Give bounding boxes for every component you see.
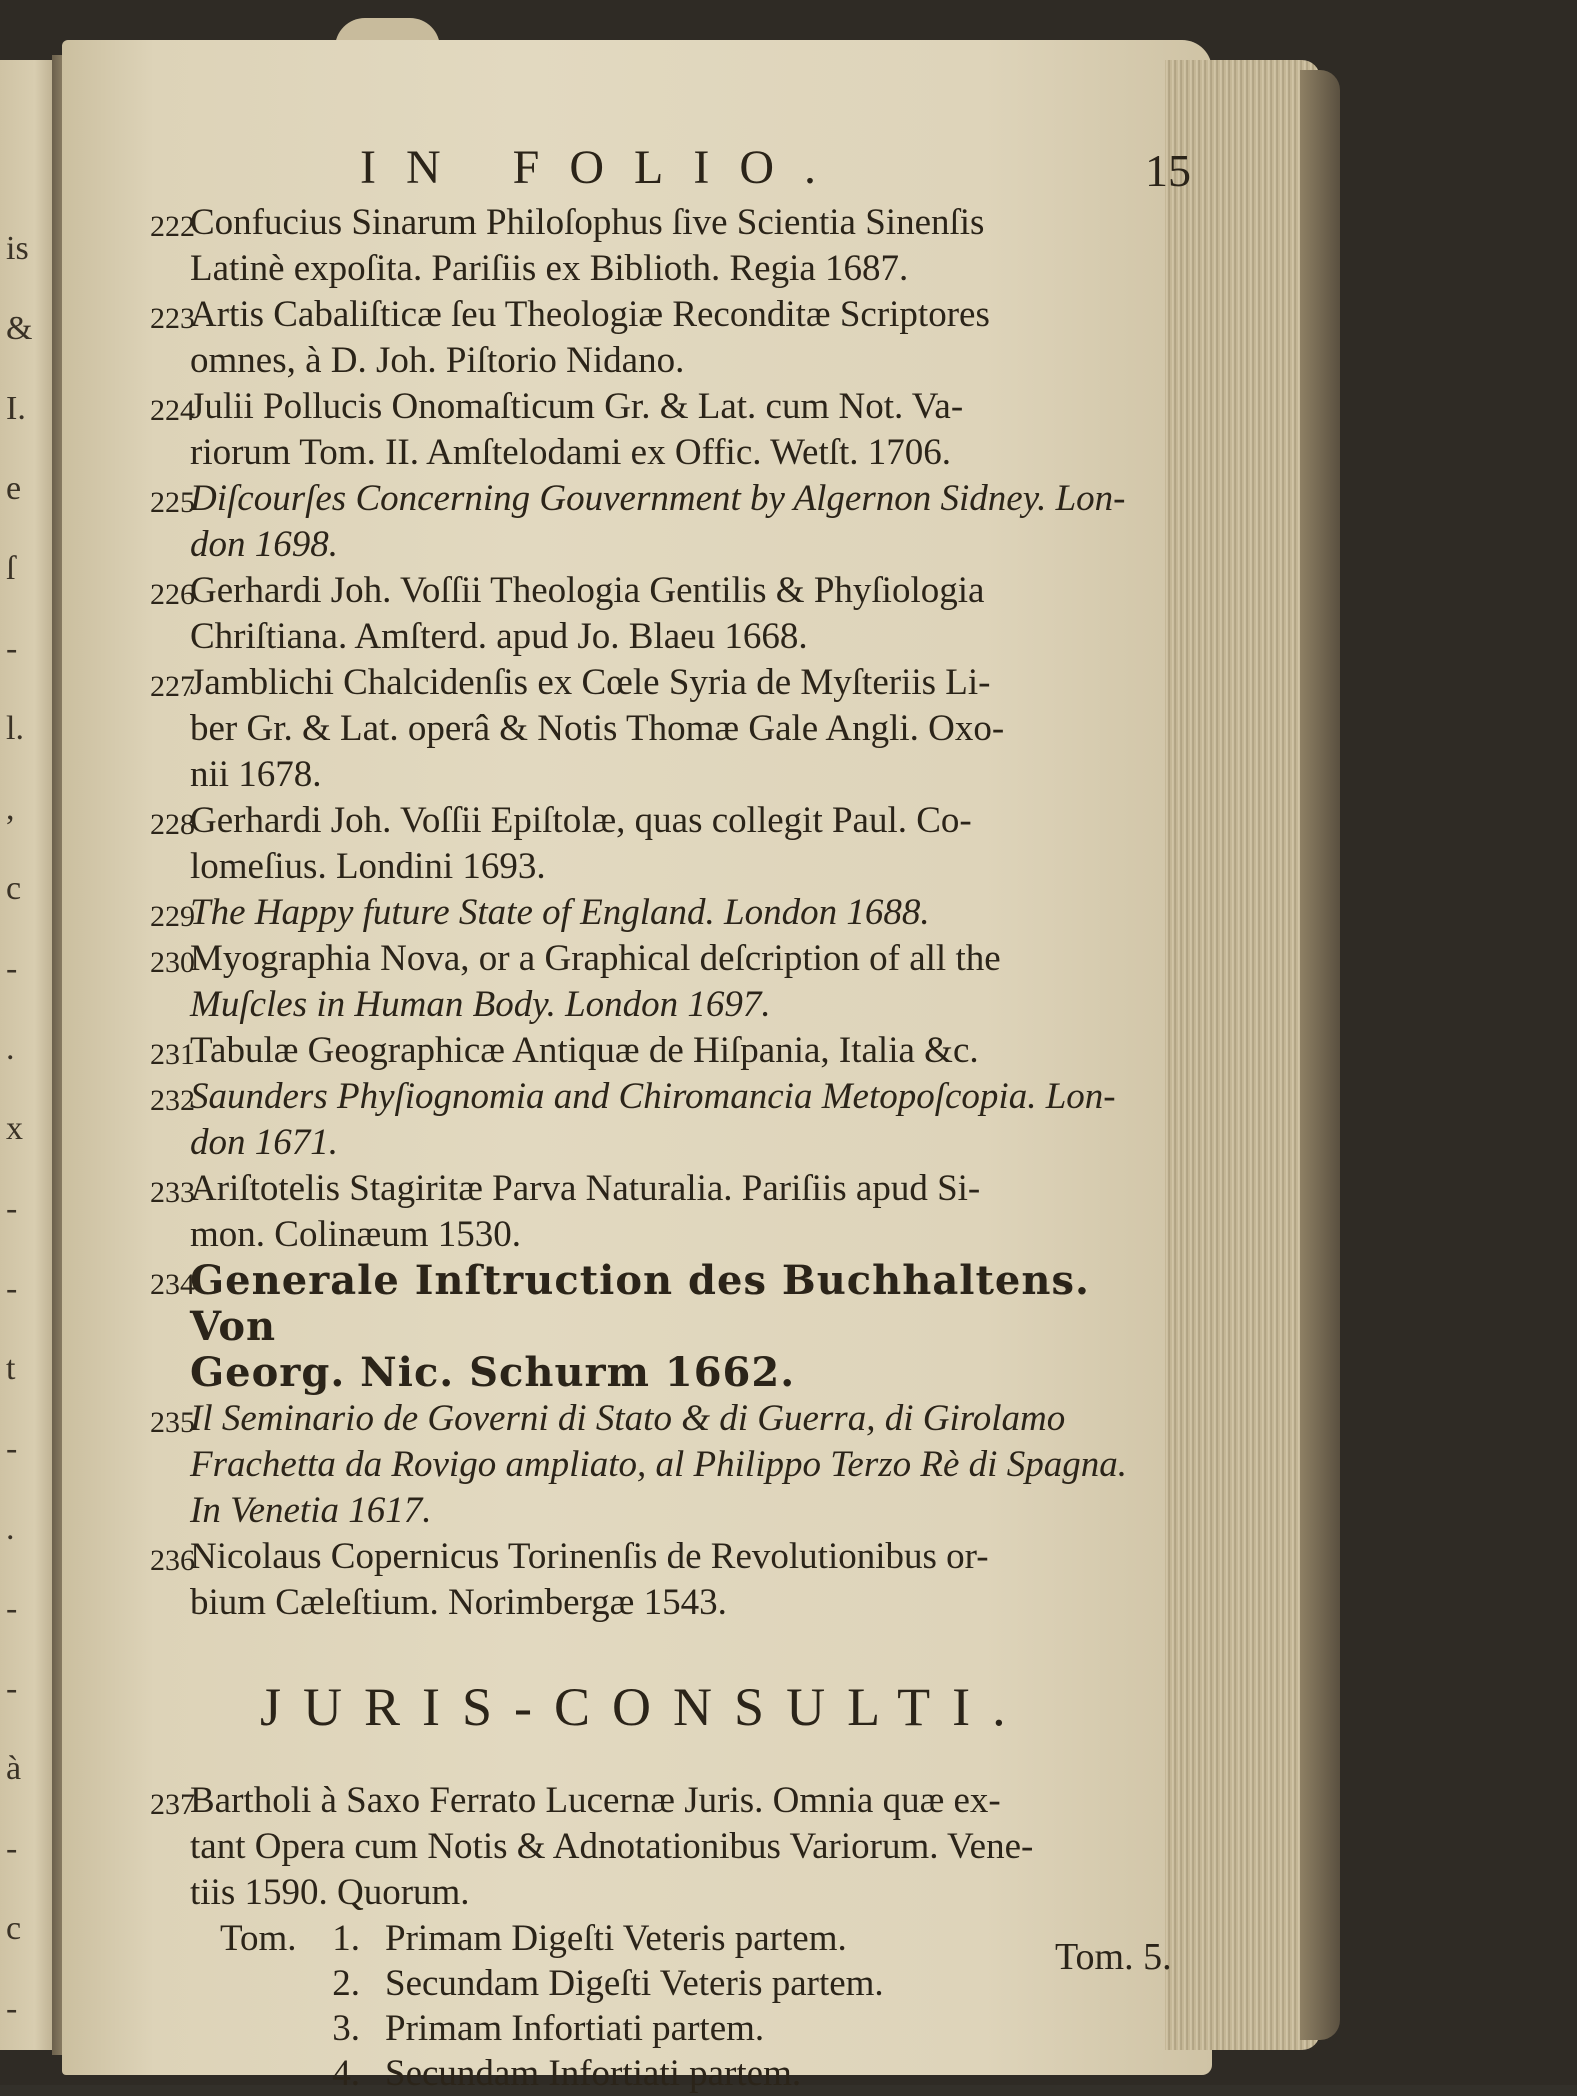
facing-page-fragment: - — [6, 1990, 18, 2027]
tome-number: 3. — [332, 2008, 360, 2049]
entry-line: don 1671. — [190, 1122, 338, 1163]
catalogue-entry — [150, 890, 1190, 936]
catalogue-entry — [150, 384, 1190, 476]
entry-number: 233 — [150, 1176, 195, 1209]
entry-line: Nicolaus Copernicus Torinenſis de Revolutionibus or- — [190, 1536, 989, 1577]
entry-number: 236 — [150, 1544, 195, 1577]
catalogue-entry — [150, 476, 1190, 568]
facing-page-fragment: - — [6, 1190, 18, 1227]
facing-page-fragment: x — [6, 1110, 23, 1147]
facing-page-fragment: I. — [6, 390, 26, 427]
tome-list — [150, 1916, 1190, 2096]
catalogue-entry — [150, 1534, 1190, 1626]
entry-number: 226 — [150, 578, 195, 611]
entry-line: Artis Cabaliſticæ ſeu Theologiæ Reconditæ Scriptores — [190, 294, 990, 335]
catalogue-entry — [150, 1778, 1190, 1916]
entry-number: 222 — [150, 210, 195, 243]
entry-number: 227 — [150, 670, 195, 703]
facing-page-fragment: à — [6, 1750, 22, 1787]
facing-page-fragment: c — [6, 870, 22, 907]
tome-text: Primam Digeſti Veteris partem. — [385, 1918, 847, 1959]
entry-number: 231 — [150, 1038, 195, 1071]
tome-item — [150, 2051, 1190, 2096]
entry-line: Gerhardi Joh. Voſſii Epiſtolæ, quas collegit Paul. Co- — [190, 800, 972, 841]
facing-page-fragment: t — [6, 1350, 16, 1387]
entry-line: omnes, à D. Joh. Piſtorio Nidano. — [190, 340, 685, 381]
catalogue-entry — [150, 568, 1190, 660]
entry-line: Il Seminario de Governi di Stato & di Guerra, di Girolamo — [190, 1398, 1066, 1439]
facing-page-fragment: . — [6, 1030, 15, 1067]
catalogue-entries — [150, 200, 1190, 1626]
entry-number: 223 — [150, 302, 195, 335]
tome-text: Secundam Digeſti Veteris partem. — [385, 1963, 884, 2004]
entry-number: 232 — [150, 1084, 195, 1117]
entry-number: 229 — [150, 900, 195, 933]
entry-line: Generale Inſtruction des Buchhaltens. Von — [190, 1257, 1090, 1350]
facing-page-fragment: l. — [6, 710, 24, 747]
entry-line: Julii Pollucis Onomaſticum Gr. & Lat. cum Not. Va- — [190, 386, 964, 427]
facing-page-fragment: & — [6, 310, 33, 347]
entry-line: bium Cæleſtium. Norimbergæ 1543. — [190, 1582, 727, 1623]
facing-page-fragment: e — [6, 470, 22, 507]
catalogue-entry — [150, 1258, 1190, 1396]
catalogue-entry — [150, 660, 1190, 798]
entry-line: Georg. Nic. Schurm 1662. — [190, 1349, 796, 1396]
catalogue-entry — [150, 1166, 1190, 1258]
tome-number: 1. — [332, 1918, 360, 1959]
catalogue-entry — [150, 936, 1190, 1028]
entry-line: Gerhardi Joh. Voſſii Theologia Gentilis & Phyſiologia — [190, 570, 985, 611]
entry-line: Frachetta da Rovigo ampliato, al Philippo Terzo Rè di Spagna. — [190, 1444, 1127, 1485]
entry-line: lomeſius. Londini 1693. — [190, 846, 546, 887]
catalogue-entry — [150, 798, 1190, 890]
page-number: 15 — [1145, 145, 1191, 196]
facing-page-fragment: , — [6, 790, 15, 827]
facing-page-fragment: ſ — [6, 550, 16, 587]
entry-line: riorum Tom. II. Amſtelodami ex Offic. Wetſt. 1706. — [190, 432, 952, 473]
facing-page-fragments — [0, 60, 58, 2050]
entry-line: The Happy future State of England. London 1688. — [190, 892, 930, 933]
entry-line: don 1698. — [190, 524, 338, 565]
entry-number: 230 — [150, 946, 195, 979]
facing-page-fragment: - — [6, 1430, 18, 1467]
entry-line: Saunders Phyſiognomia and Chiromancia Metopoſcopia. Lon- — [190, 1076, 1116, 1117]
facing-page-fragment: is — [6, 230, 29, 267]
entry-line: Latinè expoſita. Pariſiis ex Biblioth. Regia 1687. — [190, 248, 909, 289]
tome-item — [150, 1961, 1190, 2006]
facing-page-fragment: - — [6, 950, 18, 987]
tome-number: 4. — [332, 2053, 360, 2094]
entry-line: Jamblichi Chalcidenſis ex Cœle Syria de Myſteriis Li- — [190, 662, 991, 703]
entry-line: Chriſtiana. Amſterd. apud Jo. Blaeu 1668. — [190, 616, 808, 657]
entry-line: nii 1678. — [190, 754, 322, 795]
catalogue-entry — [150, 292, 1190, 384]
catalogue-entry — [150, 1074, 1190, 1166]
facing-page-fragment: - — [6, 1590, 18, 1627]
entry-line: Myographia Nova, or a Graphical deſcription of all the — [190, 938, 1001, 979]
entry-number: 225 — [150, 486, 195, 519]
catalogue-entry-237 — [150, 1778, 1190, 1916]
catchword: Tom. 5. — [1055, 1936, 1172, 1978]
entry-line: tiis 1590. Quorum. — [190, 1872, 470, 1913]
facing-page-fragment: - — [6, 1830, 18, 1867]
entry-line: Ariſtotelis Stagiritæ Parva Naturalia. Pariſiis apud Si- — [190, 1168, 981, 1209]
entry-number: 234 — [150, 1268, 195, 1301]
facing-page-fragment: c — [6, 1910, 22, 1947]
entry-number: 237 — [150, 1788, 195, 1821]
page-content — [150, 140, 1190, 2096]
running-head: IN FOLIO. — [360, 141, 846, 194]
tome-number: 2. — [332, 1963, 360, 2004]
catalogue-entry — [150, 1396, 1190, 1534]
entry-line: Bartholi à Saxo Ferrato Lucernæ Juris. Omnia quæ ex- — [190, 1780, 1001, 1821]
entry-line: Muſcles in Human Body. London 1697. — [190, 984, 771, 1025]
tome-label: Tom. — [220, 1918, 297, 1959]
entry-line: tant Opera cum Notis & Adnotationibus Variorum. Vene- — [190, 1826, 1034, 1867]
entry-line: In Venetia 1617. — [190, 1490, 432, 1531]
catalogue-entry — [150, 1028, 1190, 1074]
entry-line: Confucius Sinarum Philoſophus ſive Scientia Sinenſis — [190, 202, 985, 243]
entry-line: ber Gr. & Lat. operâ & Notis Thomæ Gale Angli. Oxo- — [190, 708, 1005, 749]
facing-page-fragment: - — [6, 630, 18, 667]
facing-page-fragment: - — [6, 1270, 18, 1307]
entry-line: Tabulæ Geographicæ Antiquæ de Hiſpania, Italia &c. — [190, 1030, 979, 1071]
facing-page-fragment: . — [6, 1510, 15, 1547]
section-title: JURIS-CONSULTI. — [260, 1677, 1028, 1737]
facing-page-fragment: - — [6, 1670, 18, 1707]
tome-text: Primam Infortiati partem. — [385, 2008, 765, 2049]
entry-number: 235 — [150, 1406, 195, 1439]
entry-number: 224 — [150, 394, 195, 427]
entry-line: mon. Colinæum 1530. — [190, 1214, 521, 1255]
running-head-row — [150, 140, 1190, 200]
entry-line: Diſcourſes Concerning Gouvernment by Algernon Sidney. Lon- — [190, 478, 1126, 519]
catalogue-entry — [150, 200, 1190, 292]
entry-number: 228 — [150, 808, 195, 841]
tome-text: Secundam Infortiati partem. — [385, 2053, 802, 2094]
tome-item — [150, 2006, 1190, 2051]
tome-item — [150, 1916, 1190, 1961]
book-cover-edge — [1300, 70, 1340, 2040]
